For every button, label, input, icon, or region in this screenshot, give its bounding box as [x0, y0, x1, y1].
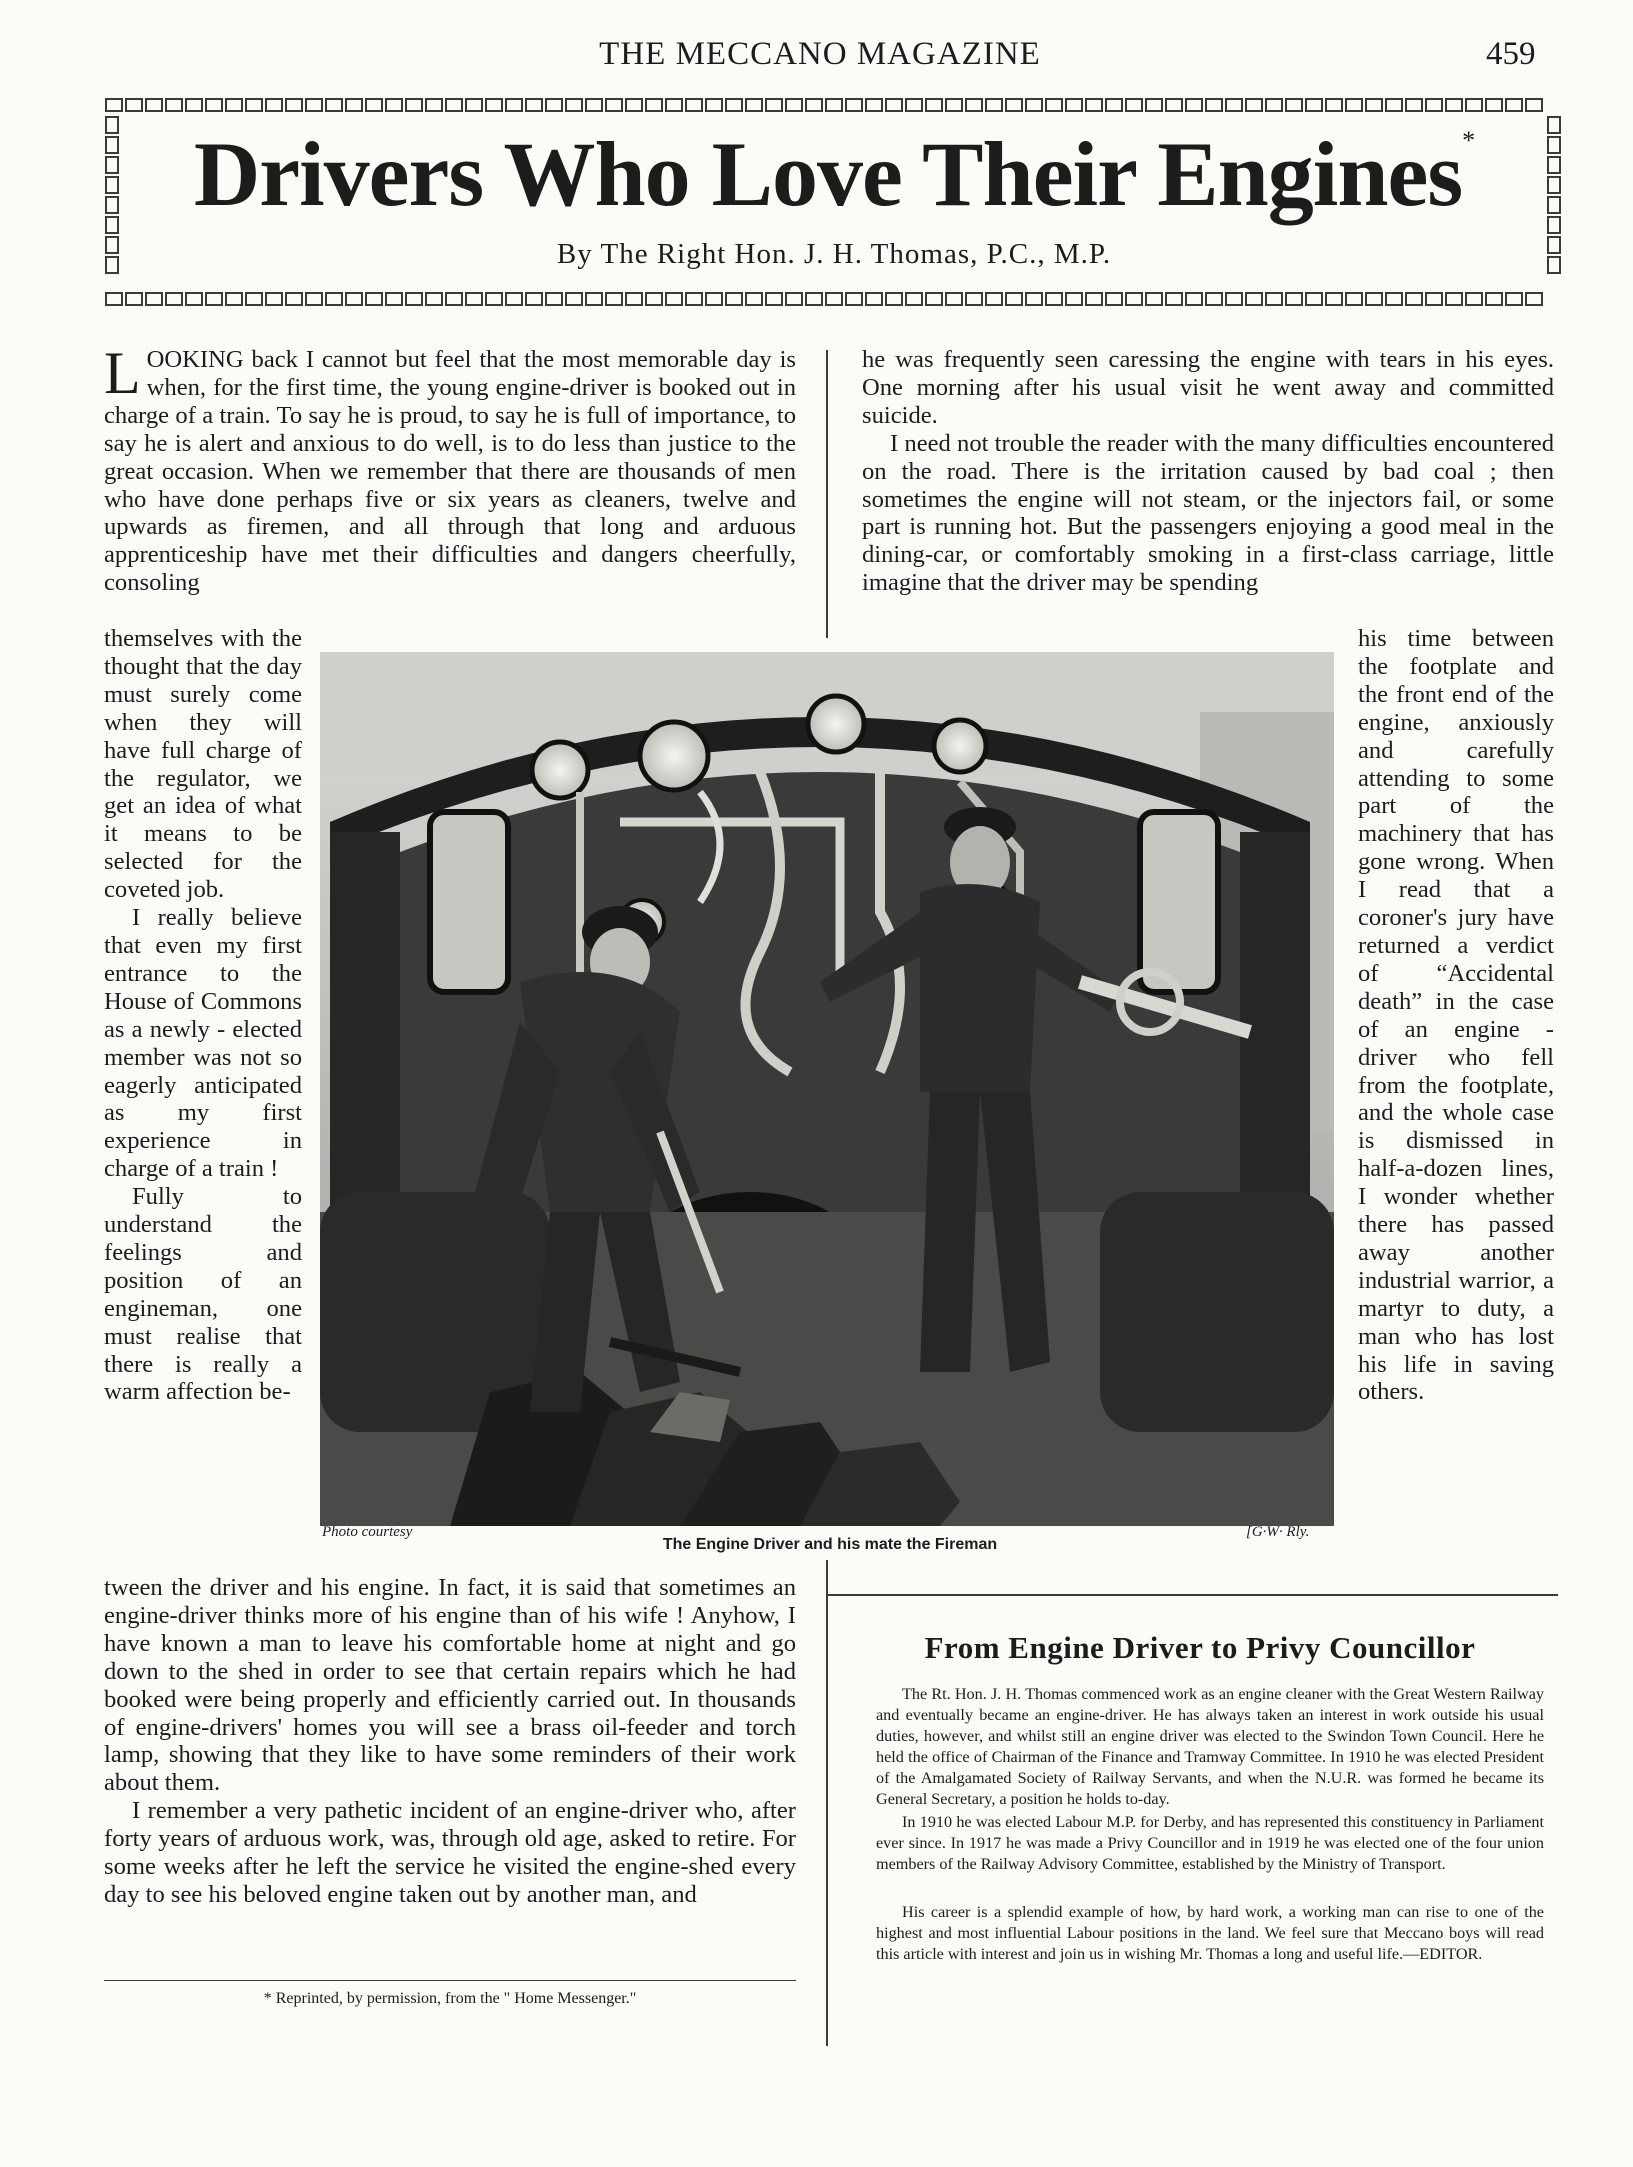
title-border-bottom — [104, 290, 1564, 308]
column-rule-lower — [826, 1560, 828, 2046]
border-cell — [645, 98, 663, 112]
border-cell — [205, 292, 223, 306]
border-cell — [325, 98, 343, 112]
border-cell — [485, 98, 503, 112]
border-cell — [1465, 98, 1483, 112]
right-column-top — [862, 346, 1554, 597]
border-cell — [1365, 98, 1383, 112]
border-cell — [1365, 292, 1383, 306]
border-cell — [1547, 116, 1561, 134]
border-cell — [185, 98, 203, 112]
border-cell — [105, 98, 123, 112]
border-cell — [465, 98, 483, 112]
border-cell — [1325, 98, 1343, 112]
border-cell — [225, 98, 243, 112]
border-cell — [585, 292, 603, 306]
border-cell — [1547, 256, 1561, 274]
border-cell — [245, 292, 263, 306]
border-cell — [445, 98, 463, 112]
border-cell — [1547, 176, 1561, 194]
border-cell — [645, 292, 663, 306]
border-cell — [1085, 98, 1103, 112]
border-cell — [785, 292, 803, 306]
border-cell — [1225, 98, 1243, 112]
border-cell — [1425, 292, 1443, 306]
title-box — [104, 96, 1564, 308]
title-border-right — [1546, 114, 1564, 290]
border-cell — [625, 98, 643, 112]
left-narrow-paragraph-2: I really believe that even my first entrance to the House of Commons as a newly - elected member was not so eagerly anticipated as my first experience in charge of a train ! — [104, 904, 302, 1183]
right-top-paragraph-2: I need not trouble the reader with the many difficulties encountered on the road. There is the irritation caused by bad coal ; then sometimes the engine will not steam, or the injectors fail, or some part is running hot. But the passengers enjoying a good meal in the dining-car, or comfortably smoking in a first-class carriage, little imagine that the driver may be spending — [862, 429, 1554, 597]
border-cell — [145, 98, 163, 112]
border-cell — [885, 292, 903, 306]
border-cell — [1165, 98, 1183, 112]
border-cell — [665, 292, 683, 306]
border-cell — [1225, 292, 1243, 306]
border-cell — [965, 98, 983, 112]
border-cell — [1165, 292, 1183, 306]
left-bottom-paragraph-1: tween the driver and his engine. In fact, it is said that sometimes an engine-driver thinks more of his engine than of his wife ! Anyhow, I have known a man to leave his comfortable home at night and go down to the shed in order to see that certain repairs which he had booked were being properly and efficiently carried out. In thousands of engine-drivers' homes you will see a brass oil-feeder and torch lamp, showing that they like to have some reminders of their work about them. — [104, 1574, 796, 1797]
opening-text: OOKING back I cannot but feel that the most memorable day is when, for the first time, the young engine-driver is booked out in charge of a train. To say he is proud, to say he is full of importance, to say he is alert and anxious to do well, is to do less than justice to the great occasion. When we remember that there are thousands of men who have done perhaps five or six years as cleaners, twelve and upwards as firemen, and all through that long and arduous apprenticeship have met their difficulties and dangers cheerfully, consoling — [104, 346, 796, 597]
border-cell — [845, 98, 863, 112]
border-cell — [1265, 98, 1283, 112]
border-cell — [1005, 98, 1023, 112]
border-cell — [545, 292, 563, 306]
border-cell — [1445, 98, 1463, 112]
border-cell — [1185, 292, 1203, 306]
border-cell — [565, 98, 583, 112]
right-top-paragraph-1: he was frequently seen caressing the engine with tears in his eyes. One morning after his usual visit he went away and committed suicide. — [862, 346, 1554, 429]
sidebar-title: From Engine Driver to Privy Councillor — [924, 1630, 1476, 1665]
border-cell — [1445, 292, 1463, 306]
border-cell — [1265, 292, 1283, 306]
border-cell — [285, 98, 303, 112]
border-cell — [585, 98, 603, 112]
border-cell — [905, 292, 923, 306]
border-cell — [925, 98, 943, 112]
left-bottom-paragraph-2: I remember a very pathetic incident of an engine-driver who, after forty years of arduous work, was, through old age, asked to retire. For some weeks after he left the service he visited the engine-shed every day to see his beloved engine taken out by another man, and — [104, 1797, 796, 1908]
border-cell — [745, 98, 763, 112]
border-cell — [1345, 292, 1363, 306]
border-cell — [1547, 236, 1561, 254]
border-cell — [365, 292, 383, 306]
border-cell — [125, 292, 143, 306]
border-cell — [105, 196, 119, 214]
border-cell — [705, 98, 723, 112]
border-cell — [845, 292, 863, 306]
border-cell — [1245, 292, 1263, 306]
border-cell — [105, 156, 119, 174]
border-cell — [1525, 292, 1543, 306]
article-title — [148, 123, 1520, 225]
border-cell — [1285, 98, 1303, 112]
photo-credit-left: Photo courtesy — [322, 1524, 413, 1540]
border-cell — [1245, 98, 1263, 112]
sidebar-paragraph-1: The Rt. Hon. J. H. Thomas commenced work as an engine cleaner with the Great Western Railway and eventually became an engine-driver. He has always taken an interest in work outside his usual duties, however, and whilst still an engine driver was elected to the Swindon Town Council. Here he held the office of Chairman of the Finance and Tramway Committee. In 1910 he was elected President of the Amalgamated Society of Railway Servants, and when the N.U.R. was formed he became its General Secretary, a position he holds to-day. — [876, 1685, 1544, 1808]
border-cell — [165, 98, 183, 112]
border-cell — [1065, 292, 1083, 306]
sidebar-paragraph-3: His career is a splendid example of how, by hard work, a working man can rise to one of the highest and most influential Labour positions in the land. We feel sure that Meccano boys will read this article with interest and join us in wishing Mr. Thomas a long and useful life.—EDITOR. — [876, 1903, 1544, 1963]
border-cell — [325, 292, 343, 306]
border-cell — [805, 98, 823, 112]
border-cell — [245, 98, 263, 112]
byline: By The Right Hon. J. H. Thomas, P.C., M.P. — [556, 238, 1112, 270]
border-cell — [105, 176, 119, 194]
border-cell — [885, 98, 903, 112]
border-cell — [565, 292, 583, 306]
border-cell — [1045, 292, 1063, 306]
border-cell — [1547, 136, 1561, 154]
border-cell — [965, 292, 983, 306]
border-cell — [125, 98, 143, 112]
border-cell — [1505, 98, 1523, 112]
border-cell — [1005, 292, 1023, 306]
border-cell — [1305, 98, 1323, 112]
border-cell — [285, 292, 303, 306]
border-cell — [105, 292, 123, 306]
border-cell — [1185, 98, 1203, 112]
border-cell — [405, 292, 423, 306]
border-cell — [1065, 98, 1083, 112]
title-border-left — [104, 114, 122, 290]
left-narrow-paragraph-1: themselves with the thought that the day must surely come when they will have full charge of the regulator, we get an idea of what it means to be selected for the coveted job. — [104, 625, 302, 904]
border-cell — [265, 98, 283, 112]
border-cell — [305, 98, 323, 112]
border-cell — [1385, 98, 1403, 112]
border-cell — [1205, 292, 1223, 306]
border-cell — [1405, 98, 1423, 112]
border-cell — [605, 98, 623, 112]
border-cell — [1425, 98, 1443, 112]
left-column-bottom — [104, 1574, 796, 1909]
border-cell — [405, 98, 423, 112]
border-cell — [385, 98, 403, 112]
border-cell — [1385, 292, 1403, 306]
border-cell — [1405, 292, 1423, 306]
border-cell — [345, 98, 363, 112]
border-cell — [1025, 292, 1043, 306]
border-cell — [365, 98, 383, 112]
border-cell — [745, 292, 763, 306]
border-cell — [725, 98, 743, 112]
border-cell — [1465, 292, 1483, 306]
border-cell — [625, 292, 643, 306]
border-cell — [1505, 292, 1523, 306]
border-cell — [1145, 292, 1163, 306]
border-cell — [485, 292, 503, 306]
border-cell — [1025, 98, 1043, 112]
border-cell — [925, 292, 943, 306]
border-cell — [445, 292, 463, 306]
border-cell — [385, 292, 403, 306]
border-cell — [425, 292, 443, 306]
border-cell — [225, 292, 243, 306]
border-cell — [105, 216, 119, 234]
border-cell — [545, 98, 563, 112]
border-cell — [525, 98, 543, 112]
border-cell — [705, 292, 723, 306]
border-cell — [685, 292, 703, 306]
border-cell — [1125, 98, 1143, 112]
border-cell — [905, 98, 923, 112]
border-cell — [685, 98, 703, 112]
border-cell — [1547, 216, 1561, 234]
border-cell — [105, 116, 119, 134]
sidebar-paragraph-2: In 1910 he was elected Labour M.P. for Derby, and has represented this constituency in Parliament ever since. In 1917 he was made a Privy Councillor and in 1919 he was elected one of the four union members of the Railway Advisory Committee, established by the Ministry of Transport. — [876, 1813, 1544, 1873]
border-cell — [785, 98, 803, 112]
border-cell — [1105, 292, 1123, 306]
border-cell — [1285, 292, 1303, 306]
border-cell — [265, 292, 283, 306]
border-cell — [605, 292, 623, 306]
border-cell — [1525, 98, 1543, 112]
magazine-title: THE MECCANO MAGAZINE — [599, 36, 1041, 72]
border-cell — [1485, 98, 1503, 112]
sidebar-rule — [826, 1594, 1558, 1596]
photo-credit-right: [G·W· Rly. — [1246, 1524, 1310, 1540]
border-cell — [945, 292, 963, 306]
border-cell — [185, 292, 203, 306]
border-cell — [345, 292, 363, 306]
border-cell — [105, 236, 119, 254]
border-cell — [985, 98, 1003, 112]
right-narrow-column: his time between the footplate and the front end of the engine, anxiously and carefully attending to some part of the machinery that has gone wrong. When I read that a coroner's jury have returned a verdict of “Accidental death” in the case of an engine - driver who fell from the footplate, and the whole case is dismissed in half-a-dozen lines, I wonder whether there has passed away another industrial warrior, a martyr to duty, a man who has lost his life in saving others. — [1358, 625, 1554, 1406]
border-cell — [1485, 292, 1503, 306]
border-cell — [145, 292, 163, 306]
border-cell — [465, 292, 483, 306]
border-cell — [505, 292, 523, 306]
border-cell — [665, 98, 683, 112]
border-cell — [825, 98, 843, 112]
running-head — [0, 36, 1633, 80]
border-cell — [1305, 292, 1323, 306]
border-cell — [1547, 156, 1561, 174]
page-number: 459 — [1486, 36, 1536, 72]
left-narrow-paragraph-3: Fully to understand the feelings and position of an engineman, one must realise that there is really a warm affection be- — [104, 1183, 302, 1406]
left-narrow-column — [104, 625, 302, 1406]
drop-cap: L — [104, 340, 141, 406]
border-cell — [865, 98, 883, 112]
left-column-opening — [104, 340, 796, 597]
photo-caption: The Engine Driver and his mate the Fireman — [662, 1536, 998, 1553]
border-cell — [1105, 98, 1123, 112]
border-cell — [1325, 292, 1343, 306]
column-rule — [826, 350, 828, 638]
border-cell — [985, 292, 1003, 306]
border-cell — [765, 98, 783, 112]
border-cell — [505, 98, 523, 112]
border-cell — [1145, 98, 1163, 112]
border-cell — [1045, 98, 1063, 112]
title-border-top — [104, 96, 1564, 114]
border-cell — [1547, 196, 1561, 214]
border-cell — [205, 98, 223, 112]
footnote-rule — [104, 1980, 796, 1981]
border-cell — [1345, 98, 1363, 112]
border-cell — [305, 292, 323, 306]
article-title-text: Drivers Who Love Their Engines — [193, 123, 1463, 225]
border-cell — [765, 292, 783, 306]
border-cell — [1205, 98, 1223, 112]
border-cell — [945, 98, 963, 112]
border-cell — [105, 136, 119, 154]
border-cell — [1085, 292, 1103, 306]
border-cell — [105, 256, 119, 274]
title-footnote-mark: * — [1462, 126, 1475, 155]
engine-cab-photo — [320, 652, 1334, 1526]
footnote: * Reprinted, by permission, from the " Home Messenger." — [263, 1990, 637, 2007]
border-cell — [1125, 292, 1143, 306]
border-cell — [425, 98, 443, 112]
border-cell — [805, 292, 823, 306]
border-cell — [825, 292, 843, 306]
border-cell — [725, 292, 743, 306]
engine-cab-illustration — [320, 652, 1334, 1526]
border-cell — [865, 292, 883, 306]
border-cell — [165, 292, 183, 306]
border-cell — [525, 292, 543, 306]
